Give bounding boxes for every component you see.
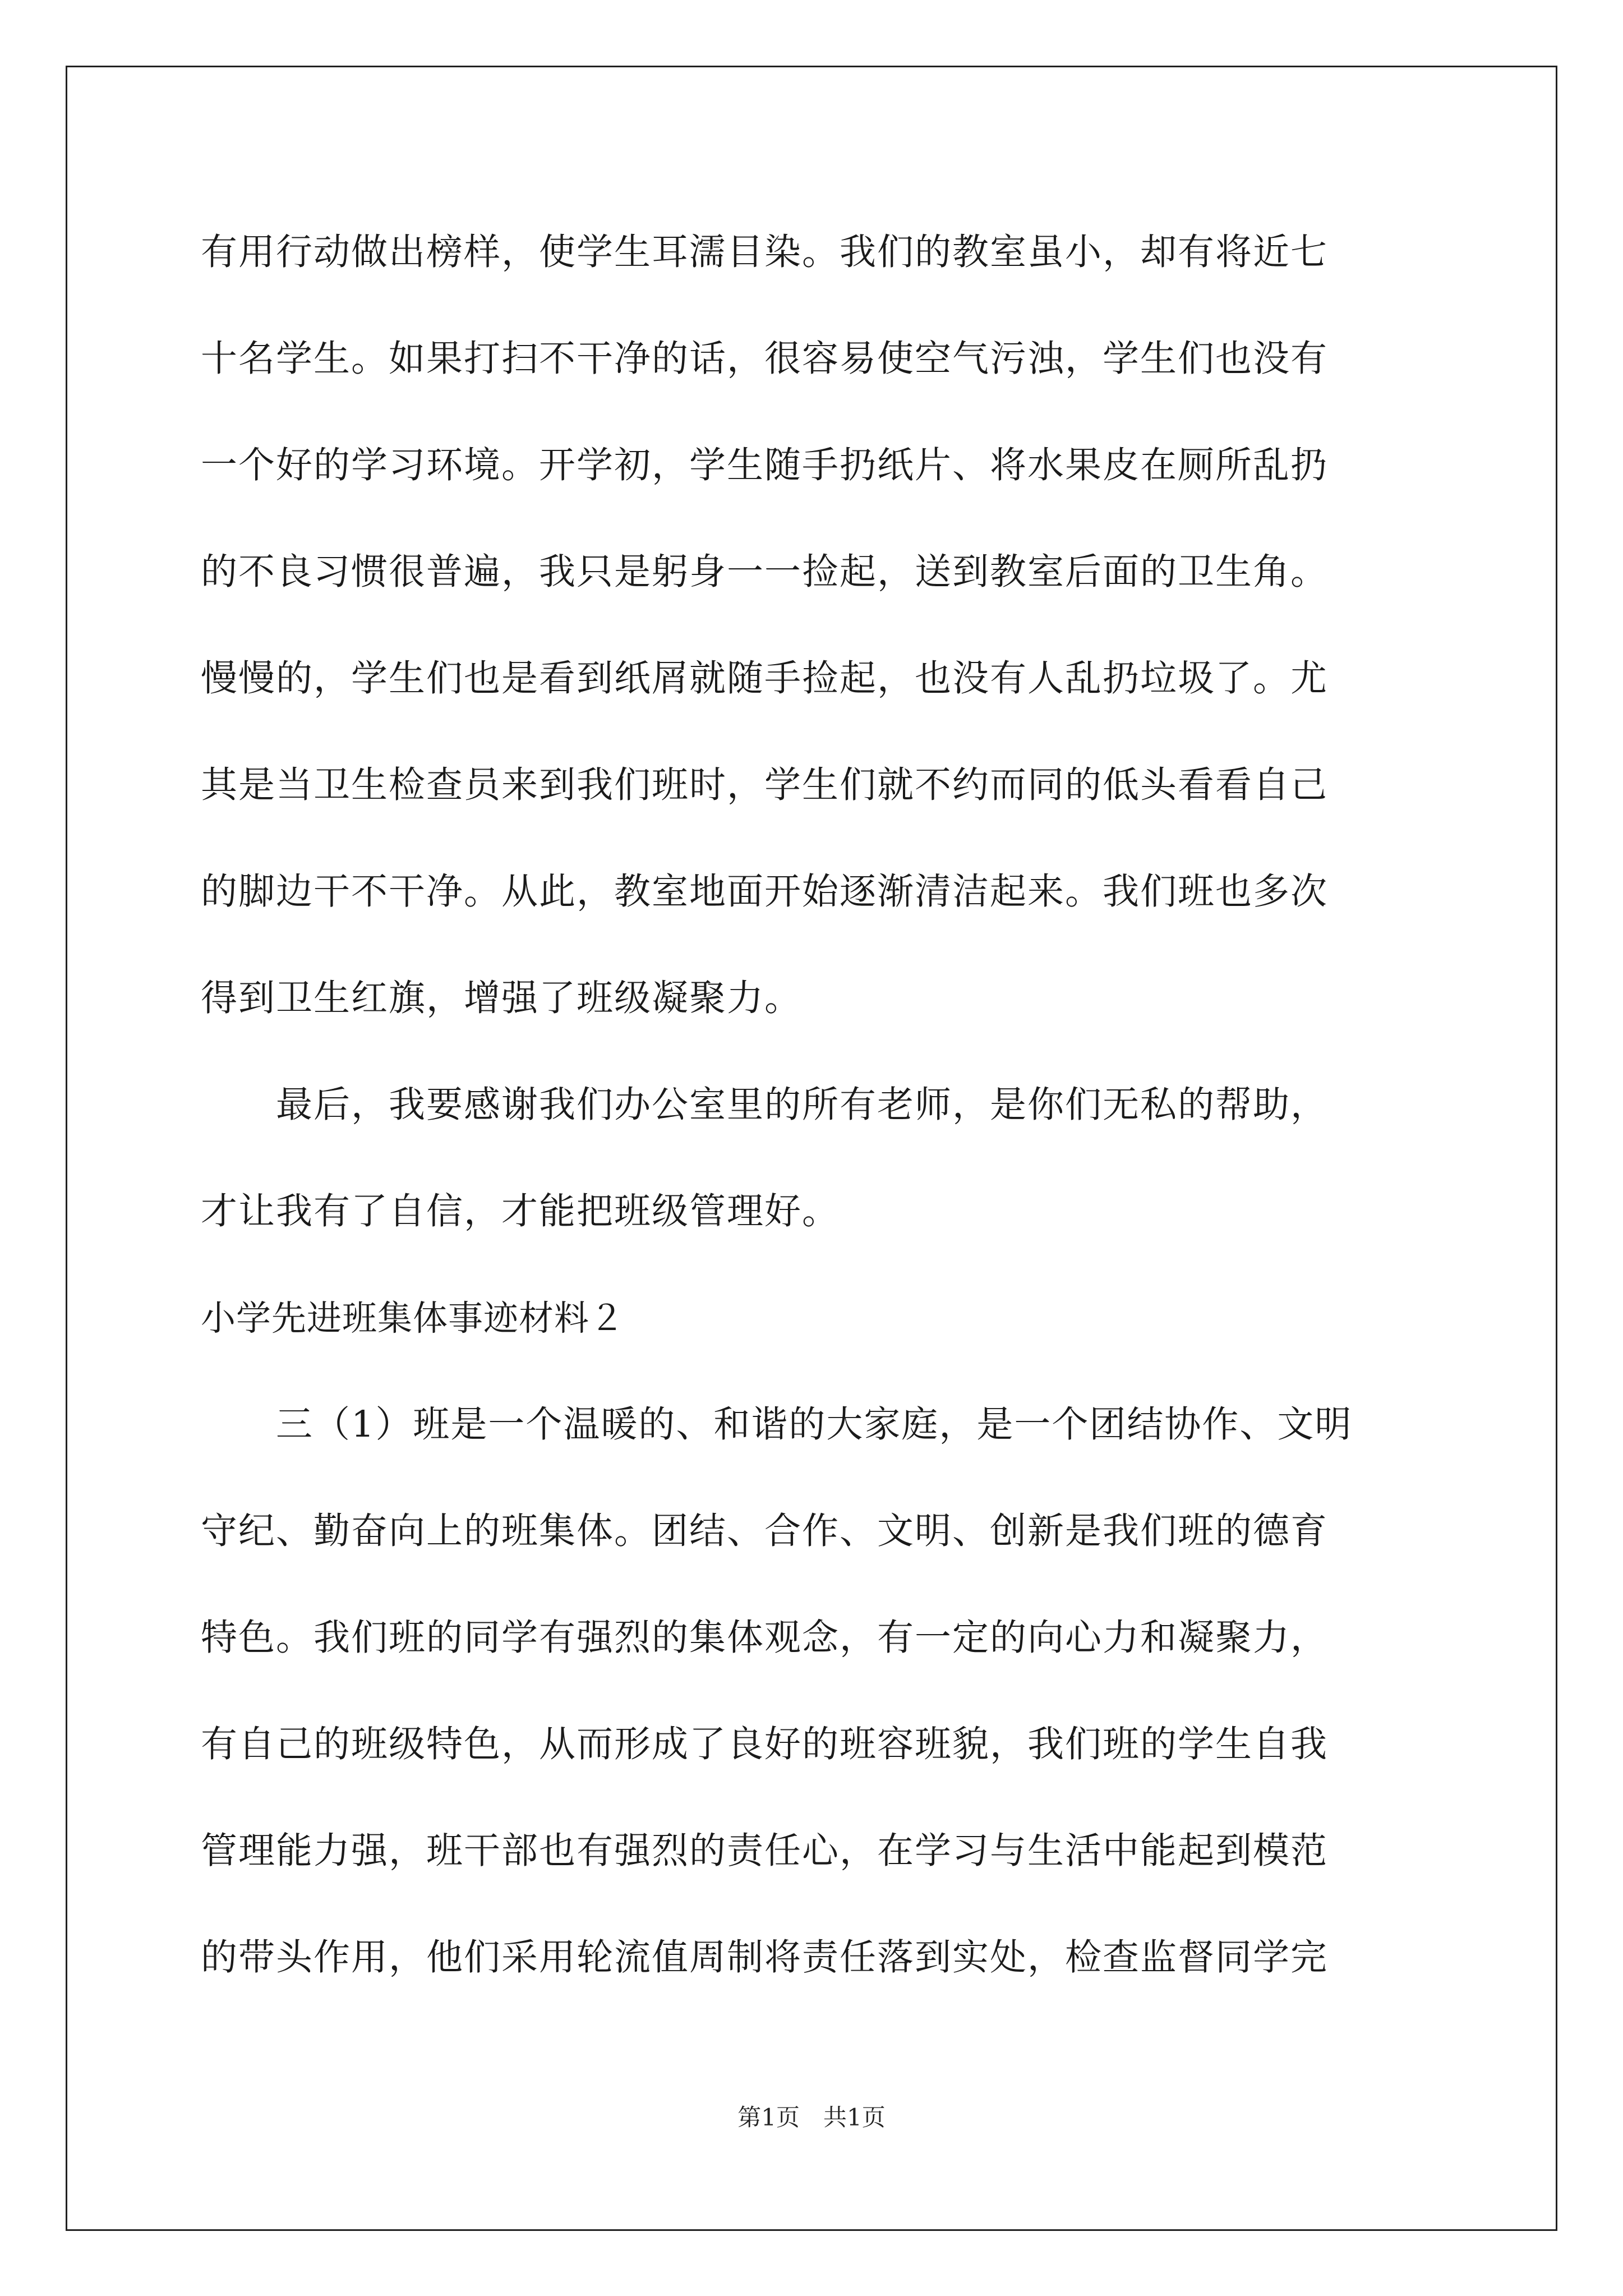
body-line: 有自己的班级特色，从而形成了良好的班容班貌，我们班的学生自我: [201, 1723, 1329, 1765]
body-line: 十名学生。如果打扫不干净的话，很容易使空气污浊，学生们也没有: [201, 338, 1329, 380]
body-line: 有用行动做出榜样，使学生耳濡目染。我们的教室虽小，却有将近七: [201, 231, 1329, 273]
body-line: 管理能力强，班干部也有强烈的责任心，在学习与生活中能起到模范: [201, 1830, 1329, 1872]
body-line: 最后，我要感谢我们办公室里的所有老师，是你们无私的帮助，: [201, 1084, 1329, 1126]
body-line: 一个好的学习环境。开学初，学生随手扔纸片、将水果皮在厕所乱扔: [201, 444, 1329, 486]
body-line: 其是当卫生检查员来到我们班时，学生们就不约而同的低头看看自己: [201, 764, 1329, 806]
section-heading: 小学先进班集体事迹材料２: [201, 1297, 625, 1338]
body-line: 守纪、勤奋向上的班集体。团结、合作、文明、创新是我们班的德育: [201, 1510, 1329, 1552]
page-footer: 第1页 共1页: [737, 2104, 886, 2131]
body-line: 三（1）班是一个温暖的、和谐的大家庭，是一个团结协作、文明: [201, 1404, 1353, 1446]
body-line: 才让我有了自信，才能把班级管理好。: [201, 1190, 840, 1232]
body-line: 特色。我们班的同学有强烈的集体观念，有一定的向心力和凝聚力，: [201, 1617, 1329, 1659]
body-line: 的带头作用，他们采用轮流值周制将责任落到实处，检查监督同学完: [201, 1936, 1329, 1978]
body-line: 得到卫生红旗，增强了班级凝聚力。: [201, 977, 803, 1019]
body-line: 慢慢的，学生们也是看到纸屑就随手捡起，也没有人乱扔垃圾了。尤: [201, 657, 1329, 700]
page-frame: [66, 66, 1557, 2231]
body-line: 的不良习惯很普遍，我只是躬身一一捡起，送到教室后面的卫生角。: [201, 551, 1329, 593]
body-line: 的脚边干不干净。从此，教室地面开始逐渐清洁起来。我们班也多次: [201, 871, 1329, 913]
